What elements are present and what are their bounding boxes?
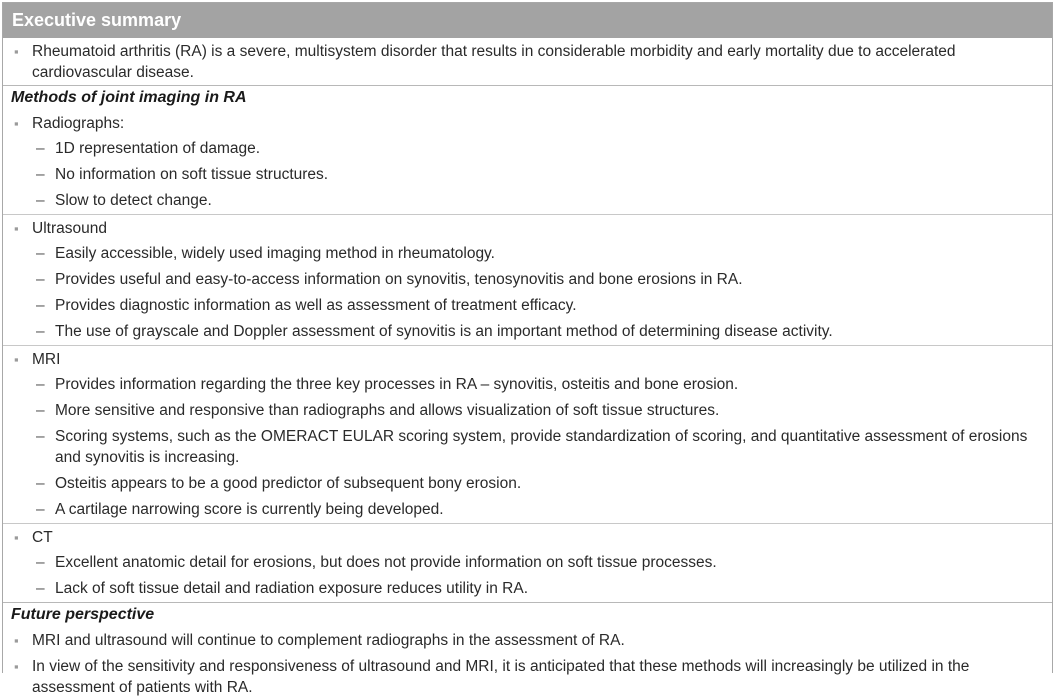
executive-summary-header: Executive summary: [3, 3, 1052, 38]
group-heading-mri: [3, 346, 1052, 372]
dash-icon: –: [36, 297, 45, 314]
future-section: [3, 602, 1052, 700]
methods-section: [3, 85, 1052, 602]
list-item: [3, 136, 1052, 162]
list-item: [3, 550, 1052, 576]
list-item: [3, 319, 1052, 345]
list-item-text: Osteitis appears to be a good predictor of subsequent bony erosion.: [55, 475, 522, 492]
list-item: [3, 471, 1052, 497]
dash-icon: –: [36, 554, 45, 571]
list-item: [3, 627, 1052, 653]
group-label: MRI: [32, 351, 61, 368]
future-title: Future perspective: [11, 606, 155, 623]
list-item: [3, 241, 1052, 267]
bullet-icon: ▪: [14, 221, 19, 236]
group-label: Ultrasound: [32, 220, 107, 237]
group-heading-ultrasound: [3, 215, 1052, 241]
intro-text: Rheumatoid arthritis (RA) is a severe, multisystem disorder that results in considerable morbidity and early mortality due to accelerated cardiovascular disease.: [32, 43, 956, 81]
list-item: [3, 188, 1052, 214]
dash-icon: –: [36, 271, 45, 288]
group-label: Radiographs:: [32, 115, 125, 132]
list-item: [3, 424, 1052, 471]
dash-icon: –: [36, 192, 45, 209]
list-item-text: Excellent anatomic detail for erosions, but does not provide information on soft tissue processes.: [55, 554, 717, 571]
dash-icon: –: [36, 501, 45, 518]
dash-icon: –: [36, 402, 45, 419]
dash-icon: –: [36, 428, 45, 445]
methods-title: Methods of joint imaging in RA: [11, 89, 247, 106]
list-item-text: Slow to detect change.: [55, 192, 212, 209]
dash-icon: –: [36, 376, 45, 393]
list-item: [3, 162, 1052, 188]
bullet-icon: ▪: [14, 633, 19, 648]
list-item: [3, 38, 1052, 85]
list-item-text: Provides diagnostic information as well as assessment of treatment efficacy.: [55, 297, 577, 314]
list-item-text: A cartilage narrowing score is currently being developed.: [55, 501, 444, 518]
list-item-text: MRI and ultrasound will continue to complement radiographs in the assessment of RA.: [32, 632, 625, 649]
list-item: [3, 398, 1052, 424]
list-item-text: The use of grayscale and Doppler assessment of synovitis is an important method of determining disease activity.: [55, 323, 833, 340]
list-item-text: More sensitive and responsive than radiographs and allows visualization of soft tissue structures.: [55, 402, 720, 419]
dash-icon: –: [36, 475, 45, 492]
dash-icon: –: [36, 166, 45, 183]
list-item-text: In view of the sensitivity and responsiveness of ultrasound and MRI, it is anticipated that these methods will increasingly be utilized in the assessment of patients with RA.: [32, 658, 970, 696]
list-item: [3, 267, 1052, 293]
dash-icon: –: [36, 580, 45, 597]
list-item-text: Provides useful and easy-to-access information on synovitis, tenosynovitis and bone erosions in RA.: [55, 271, 743, 288]
group-heading-ct: [3, 524, 1052, 550]
bullet-icon: ▪: [14, 530, 19, 545]
bullet-icon: ▪: [14, 659, 19, 674]
list-item-text: 1D representation of damage.: [55, 140, 261, 157]
list-item: [3, 372, 1052, 398]
list-item-text: Provides information regarding the three key processes in RA – synovitis, osteitis and bone erosion.: [55, 376, 739, 393]
group-heading-radiographs: [3, 110, 1052, 136]
list-item: [3, 293, 1052, 319]
list-item: [3, 497, 1052, 523]
intro-section: [3, 38, 1052, 85]
list-item-text: Easily accessible, widely used imaging method in rheumatology.: [55, 245, 495, 262]
bullet-icon: ▪: [14, 44, 19, 59]
list-item-text: Lack of soft tissue detail and radiation exposure reduces utility in RA.: [55, 580, 529, 597]
executive-summary-box: [2, 2, 1053, 696]
bullet-icon: ▪: [14, 352, 19, 367]
list-item: [3, 576, 1052, 602]
list-item-text: No information on soft tissue structures.: [55, 166, 329, 183]
bullet-icon: ▪: [14, 116, 19, 131]
list-item: [3, 653, 1052, 700]
list-item-text: Scoring systems, such as the OMERACT EULAR scoring system, provide standardization of scoring, and quantitative assessment of erosions and synovitis is increasing.: [55, 428, 1028, 466]
group-label: CT: [32, 529, 53, 546]
dash-icon: –: [36, 140, 45, 157]
dash-icon: –: [36, 323, 45, 340]
dash-icon: –: [36, 245, 45, 262]
